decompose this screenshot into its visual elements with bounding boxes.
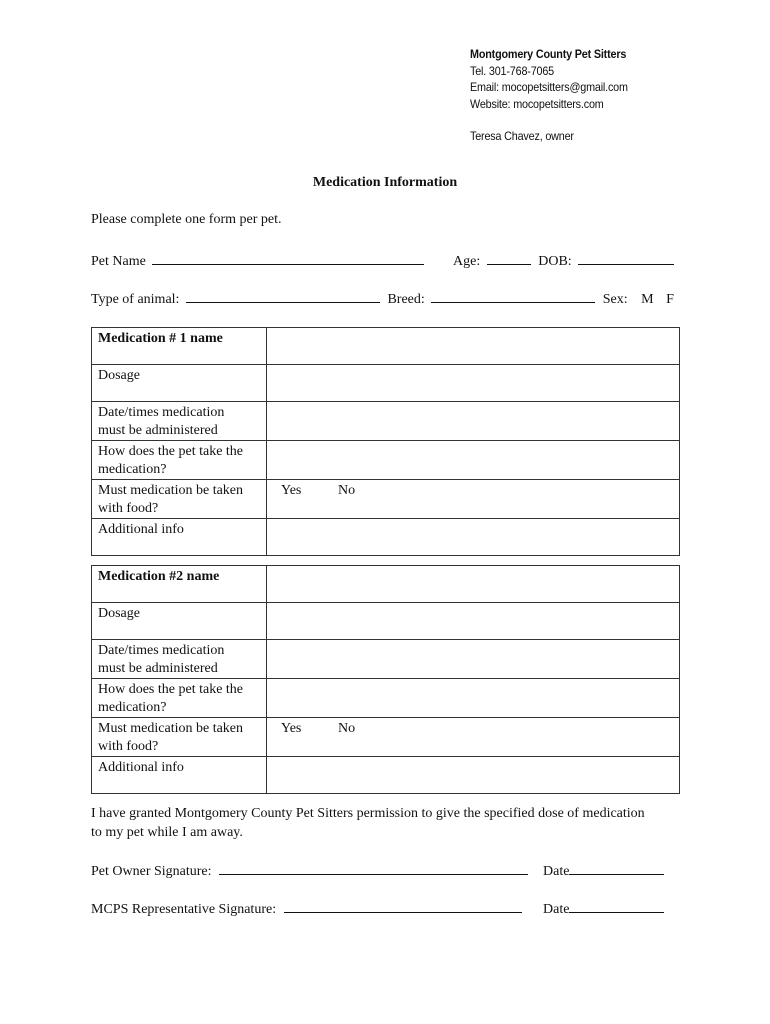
medication-2-no-option[interactable]: No	[338, 721, 356, 736]
medication-2-additional-input[interactable]	[267, 757, 680, 794]
rep-date-label: Date	[543, 902, 570, 917]
rep-date-row	[543, 900, 664, 918]
label-line: Must medication be taken	[98, 483, 244, 498]
sex-label: Sex:	[602, 292, 628, 307]
sex-f-option[interactable]: F	[666, 292, 674, 307]
owner-date-field[interactable]	[569, 862, 664, 875]
medication-1-food-options	[267, 480, 680, 519]
age-dob-row	[453, 252, 674, 270]
pet-name-row	[91, 252, 424, 270]
rep-date-field[interactable]	[569, 900, 664, 913]
medication-1-table	[91, 327, 680, 556]
age-label: Age:	[453, 254, 481, 269]
label-line: How does the pet take the	[98, 444, 244, 459]
sex-m-option[interactable]: M	[641, 292, 654, 307]
permission-statement: I have granted Montgomery County Pet Sitters permission to give the specified dose of medication to my pet while I am away.	[91, 806, 645, 840]
medication-1-name-input[interactable]	[267, 328, 680, 365]
form-instruction: Please complete one form per pet.	[91, 212, 282, 227]
medication-2-how-label	[92, 679, 267, 718]
label-line: with food?	[98, 501, 159, 516]
medication-2-dosage-input[interactable]	[267, 603, 680, 640]
pet-name-field[interactable]	[152, 252, 424, 265]
company-phone: Tel. 301-768-7065	[470, 63, 555, 78]
medication-1-name-label: Medication # 1 name	[92, 328, 267, 365]
medication-2-name-label: Medication #2 name	[92, 566, 267, 603]
medication-1-datetimes-input[interactable]	[267, 402, 680, 441]
medication-1-yes-option[interactable]: Yes	[281, 483, 302, 498]
dob-label: DOB:	[538, 254, 572, 269]
rep-signature-label: MCPS Representative Signature:	[91, 902, 277, 917]
medication-1-datetimes-label	[92, 402, 267, 441]
rep-signature-field[interactable]	[284, 900, 522, 913]
medication-1-dosage-input[interactable]	[267, 365, 680, 402]
label-line: Date/times medication	[98, 643, 225, 658]
label-line: medication?	[98, 700, 167, 715]
breed-label: Breed:	[387, 292, 425, 307]
medication-2-table	[91, 565, 680, 794]
company-owner: Teresa Chavez, owner	[470, 129, 574, 143]
label-line: medication?	[98, 462, 167, 477]
medication-2-food-label	[92, 718, 267, 757]
medication-2-yes-option[interactable]: Yes	[281, 721, 302, 736]
label-line: must be administered	[98, 423, 218, 438]
company-website: Website: mocopetsitters.com	[470, 96, 604, 111]
label-line: How does the pet take the	[98, 682, 244, 697]
owner-signature-label: Pet Owner Signature:	[91, 864, 212, 879]
company-email: Email: mocopetsitters@gmail.com	[470, 80, 628, 94]
medication-2-name-input[interactable]	[267, 566, 680, 603]
medication-1-additional-label: Additional info	[92, 519, 267, 556]
label-line: must be administered	[98, 661, 218, 676]
medication-1-dosage-label: Dosage	[92, 365, 267, 402]
owner-signature-field[interactable]	[219, 862, 528, 875]
medication-2-dosage-label: Dosage	[92, 603, 267, 640]
age-field[interactable]	[487, 252, 531, 265]
owner-date-row	[543, 862, 664, 880]
label-line: Must medication be taken	[98, 721, 244, 736]
medication-1-how-input[interactable]	[267, 441, 680, 480]
medication-1-food-label	[92, 480, 267, 519]
animal-row	[91, 290, 674, 308]
dob-field[interactable]	[578, 252, 674, 265]
label-line: Date/times medication	[98, 405, 225, 420]
owner-date-label: Date	[543, 864, 570, 879]
form-title: Medication Information	[312, 175, 458, 190]
medication-2-additional-label: Additional info	[92, 757, 267, 794]
medication-2-datetimes-label	[92, 640, 267, 679]
medication-1-how-label	[92, 441, 267, 480]
company-header	[470, 46, 628, 145]
type-of-animal-label: Type of animal:	[91, 292, 180, 307]
medication-2-how-input[interactable]	[267, 679, 680, 718]
medication-2-food-options	[267, 718, 680, 757]
company-name: Montgomery County Pet Sitters	[470, 47, 627, 61]
label-line: with food?	[98, 739, 159, 754]
type-of-animal-field[interactable]	[186, 290, 380, 303]
breed-field[interactable]	[431, 290, 595, 303]
medication-1-no-option[interactable]: No	[338, 483, 356, 498]
pet-name-label: Pet Name	[91, 254, 146, 269]
medication-1-additional-input[interactable]	[267, 519, 680, 556]
rep-signature-row	[91, 900, 522, 918]
owner-signature-row	[91, 862, 528, 880]
medication-2-datetimes-input[interactable]	[267, 640, 680, 679]
